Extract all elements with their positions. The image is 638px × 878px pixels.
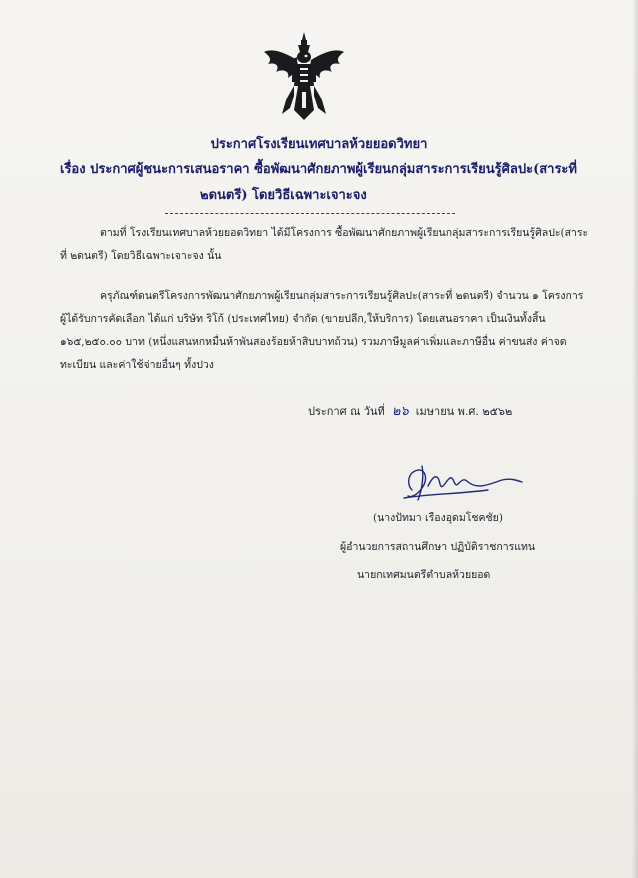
paragraph-announcement [60, 222, 590, 268]
document-subject [60, 157, 600, 209]
signer-role-2: นายกเทศมนตรีตำบลห้วยยอด [357, 569, 491, 581]
date-month-year: เมษายน พ.ศ. ๒๕๖๒ [415, 405, 513, 418]
signer-name: (นางปัทมา เรืองอุดมโชคชัย) [373, 512, 503, 524]
subject-line-1: เรื่อง ประกาศผู้ชนะการเสนอราคา ซื้อพัฒนาศักยภาพผู้เรียนกลุ่มสาระการเรียนรู้ศิลปะ(สาระที่ [60, 162, 577, 177]
page-edge-shadow [632, 0, 638, 878]
announcement-date [308, 400, 512, 421]
document-title: ประกาศโรงเรียนเทศบาลห้วยยอดวิทยา [210, 137, 428, 152]
paragraph-1-text: ตามที่ โรงเรียนเทศบาลห้วยยอดวิทยา ได้มีโครงการ ซื้อพัฒนาศักยภาพผู้เรียนกลุ่มสาระการเรียนรู้ศิลปะ(สาระที่ ๒ดนตรี) โดยวิธีเฉพาะเจาะจง นั้น [60, 227, 589, 262]
paragraph-2-text: ครุภัณฑ์ดนตรีโครงการพัฒนาศักยภาพผู้เรียนกลุ่มสาระการเรียนรู้ศิลปะ(สาระที่ ๒ดนตรี) จำนวน ๑ โครงการ ผู้ได้รับการคัดเลือก ได้แก่ บริษัท ริโก้ (ประเทศไทย) จำกัด (ขายปลีก,ให้บริการ) โดยเสนอราคา เป็นเงินทั้งสิ้น ๑๖๕,๒๕๐.๐๐ บาท (หนึ่งแสนหกหมื่นห้าพันสองร้อยห้าสิบบาทถ้วน) รวมภาษีมูลค่าเพิ่มและภาษีอื่น ค่าขนส่ง ค่าจดทะเบียน และค่าใช้จ่ายอื่นๆ ทั้งปวง [60, 290, 584, 371]
paragraph-winner [60, 285, 590, 377]
date-day: ๒๖ [391, 404, 409, 419]
garuda-emblem-icon [262, 30, 346, 122]
divider-line [165, 213, 455, 214]
signer-role-1: ผู้อำนวยการสถานศึกษา ปฏิบัติราชการแทน [340, 541, 536, 553]
handwritten-signature [398, 460, 528, 506]
date-prefix: ประกาศ ณ วันที่ [308, 405, 385, 418]
subject-line-2: ๒ดนตรี) โดยวิธีเฉพาะเจาะจง [200, 188, 367, 203]
